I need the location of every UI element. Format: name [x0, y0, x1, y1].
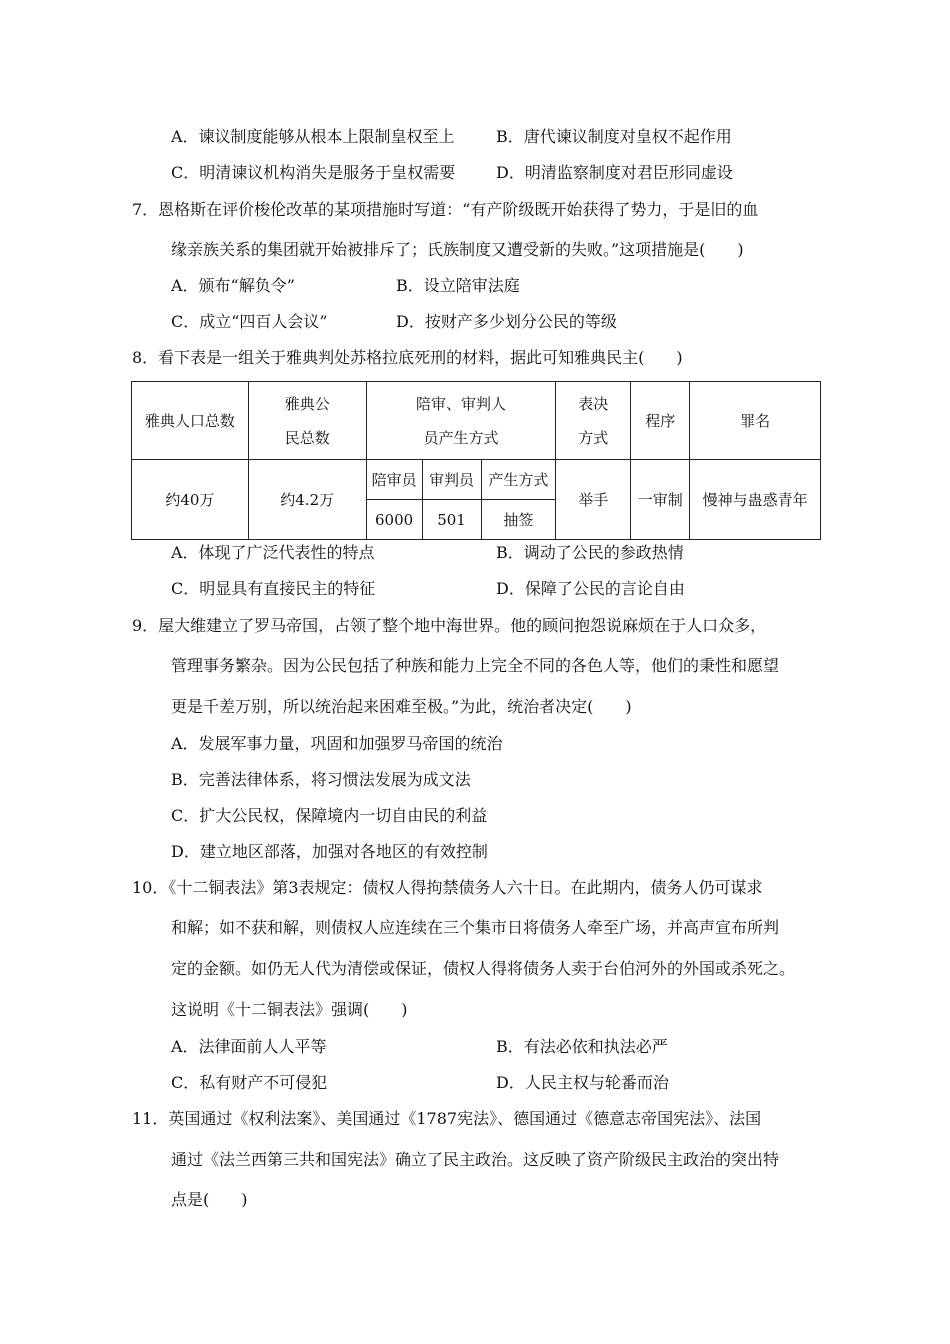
q9-option-a: A．发展军事力量，巩固和加强罗马帝国的统治 — [171, 734, 503, 753]
q6-option-d: D．明清监察制度对君臣形同虚设 — [496, 163, 733, 182]
q8-stem: 8．看下表是一组关于雅典判处苏格拉底死刑的材料，据此可知雅典民主( ) — [132, 348, 683, 367]
q9-stem-line1: 9．屋大维建立了罗马帝国，占领了整个地中海世界。他的顾问抱怨说麻烦在于人口众多， — [132, 616, 767, 635]
q10-option-d: D．人民主权与轮番而治 — [496, 1073, 669, 1092]
header-jury — [366, 382, 556, 460]
q8-option-c: C．明显具有直接民主的特征 — [171, 579, 376, 598]
q8-option-a: A．体现了广泛代表性的特点 — [171, 543, 375, 562]
cell-population: 约40万 — [132, 460, 249, 540]
cell-vote: 举手 — [556, 460, 631, 540]
sub-header-method: 产生方式 — [481, 460, 556, 500]
q8-option-b: B．调动了公民的参政热情 — [496, 543, 684, 562]
q9-option-b: B．完善法律体系，将习惯法发展为成文法 — [171, 770, 471, 789]
sub-header-jurors: 陪审员 — [366, 460, 422, 500]
header-vote-line2: 方式 — [578, 428, 609, 447]
sub-header-judges: 审判员 — [422, 460, 481, 500]
cell-citizens: 约4.2万 — [248, 460, 366, 540]
q10-stem-line3: 定的金额。如仍无人代为清偿或保证，债权人得将债务人卖于台伯河外的外国或杀死之。 — [171, 959, 796, 978]
header-citizens — [248, 382, 366, 460]
q8-option-d: D．保障了公民的言论自由 — [496, 579, 685, 598]
header-citizens-line1: 雅典公 — [284, 394, 330, 413]
q9-stem-line2: 管理事务繁杂。因为公民包括了种族和能力上完全不同的各色人等，他们的秉性和愿望 — [171, 656, 780, 675]
q10-stem-line1: 10．《十二铜表法》第3表规定：债权人得拘禁债务人六十日。在此期内，债务人仍可谋求 — [132, 878, 763, 897]
q7-option-c: C．成立“四百人会议” — [171, 312, 328, 331]
header-jury-line1: 陪审、审判人 — [415, 394, 506, 413]
q7-stem-line1: 7．恩格斯在评价梭伦改革的某项措施时写道：“有产阶级既开始获得了势力，于是旧的血 — [132, 200, 759, 219]
q11-stem-line1: 11．英国通过《权利法案》、美国通过《1787宪法》、德国通过《德意志帝国宪法》、法国 — [132, 1109, 762, 1128]
header-vote-line1: 表决 — [578, 394, 609, 413]
q7-stem-line2: 缘亲族关系的集团就开始被排斥了；氏族制度又遭受新的失败。”这项措施是( ) — [171, 240, 744, 259]
q6-option-a: A．谏议制度能够从根本上限制皇权至上 — [171, 127, 455, 146]
header-vote — [556, 382, 631, 460]
q10-stem-line2: 和解；如不获和解，则债权人应连续在三个集市日将债务人牵至广场，并高声宣布所判 — [171, 918, 780, 937]
q9-option-c: C．扩大公民权，保障境内一切自由民的利益 — [171, 806, 488, 825]
q9-stem-line3: 更是千差万别，所以统治起来困难至极。”为此，统治者决定( ) — [171, 697, 632, 716]
cell-method: 抽签 — [481, 500, 556, 540]
header-citizens-line2: 民总数 — [284, 428, 330, 447]
q6-option-b: B．唐代谏议制度对皇权不起作用 — [496, 127, 732, 146]
q7-option-a: A．颁布“解负令” — [171, 276, 295, 295]
cell-judges: 501 — [422, 500, 481, 540]
q10-stem-line4: 这说明《十二铜表法》强调( ) — [171, 1000, 408, 1019]
q8-table — [131, 381, 821, 540]
q7-option-d: D．按财产多少划分公民的等级 — [396, 312, 617, 331]
q7-option-b: B．设立陪审法庭 — [396, 276, 520, 295]
q6-option-c: C．明清谏议机构消失是服务于皇权需要 — [171, 163, 456, 182]
q11-stem-line3: 点是( ) — [171, 1190, 248, 1209]
header-population: 雅典人口总数 — [132, 382, 249, 460]
cell-jurors: 6000 — [366, 500, 422, 540]
q11-stem-line2: 通过《法兰西第三共和国宪法》确立了民主政治。这反映了资产阶级民主政治的突出特 — [171, 1150, 780, 1169]
header-procedure: 程序 — [631, 382, 690, 460]
q10-option-c: C．私有财产不可侵犯 — [171, 1073, 328, 1092]
q10-option-b: B．有法必依和执法必严 — [496, 1037, 668, 1056]
header-charge: 罪名 — [690, 382, 821, 460]
q9-option-d: D．建立地区部落，加强对各地区的有效控制 — [171, 842, 488, 861]
q10-option-a: A．法律面前人人平等 — [171, 1037, 327, 1056]
header-jury-line2: 员产生方式 — [423, 428, 499, 447]
cell-procedure: 一审制 — [631, 460, 690, 540]
cell-charge: 慢神与蛊惑青年 — [690, 460, 821, 540]
